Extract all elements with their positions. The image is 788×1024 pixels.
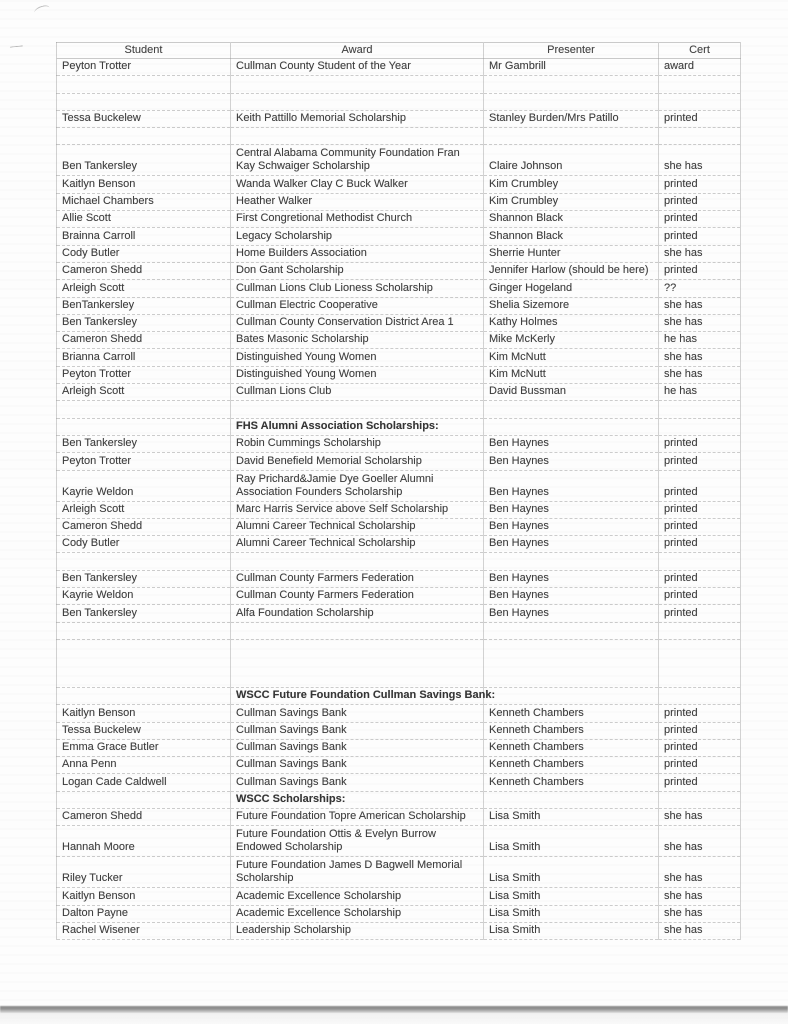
cell-student: Cameron Shedd [57, 332, 231, 349]
cell-presenter: Ben Haynes [484, 570, 659, 587]
cell-award: Cullman Savings Bank [231, 722, 484, 739]
cell-presenter: Kenneth Chambers [484, 774, 659, 791]
cell-award: Bates Masonic Scholarship [231, 332, 484, 349]
table-row [57, 605, 741, 622]
cell-award: First Congretional Methodist Church [231, 211, 484, 228]
cell-cert: printed [659, 518, 741, 535]
cell-award: WSCC Future Foundation Cullman Savings Bank: [231, 687, 484, 704]
cell-presenter: Ben Haynes [484, 435, 659, 452]
empty-row [57, 128, 741, 145]
cell-cert: printed [659, 501, 741, 518]
cell-award [231, 128, 484, 145]
cell-cert: she has [659, 922, 741, 939]
cell-cert: she has [659, 245, 741, 262]
cell-presenter: Lisa Smith [484, 857, 659, 888]
empty-row [57, 93, 741, 110]
table-row [57, 518, 741, 535]
cell-award: Alfa Foundation Scholarship [231, 605, 484, 622]
awards-table [56, 42, 741, 940]
cell-presenter: Kenneth Chambers [484, 705, 659, 722]
cell-cert [659, 401, 741, 418]
table-body [57, 59, 741, 940]
cell-cert: printed [659, 757, 741, 774]
table-row [57, 905, 741, 922]
cell-award: Cullman County Conservation District Area 1 [231, 314, 484, 331]
cell-student [57, 128, 231, 145]
cell-cert: he has [659, 332, 741, 349]
cell-presenter: David Bussman [484, 384, 659, 401]
scan-artifact-bottom-haze [0, 1013, 788, 1024]
cell-presenter [484, 76, 659, 93]
cell-student: Kayrie Weldon [57, 588, 231, 605]
cell-award [231, 553, 484, 570]
cell-student: Kaitlyn Benson [57, 888, 231, 905]
cell-cert: ?? [659, 280, 741, 297]
cell-award: Robin Cummings Scholarship [231, 435, 484, 452]
header-cert: Cert [659, 43, 741, 59]
cell-student [57, 791, 231, 808]
cell-presenter: Ben Haynes [484, 605, 659, 622]
cell-award: Distinguished Young Women [231, 366, 484, 383]
cell-presenter: Kim Crumbley [484, 193, 659, 210]
cell-cert: printed [659, 705, 741, 722]
cell-presenter [484, 401, 659, 418]
cell-student: Kayrie Weldon [57, 470, 231, 501]
cell-presenter: Kim McNutt [484, 366, 659, 383]
table-row [57, 59, 741, 76]
table-row [57, 384, 741, 401]
cell-presenter: Stanley Burden/Mrs Patillo [484, 110, 659, 127]
cell-cert: she has [659, 826, 741, 857]
cell-award [231, 93, 484, 110]
cell-cert [659, 76, 741, 93]
cell-cert: printed [659, 228, 741, 245]
cell-student: BenTankersley [57, 297, 231, 314]
cell-presenter [484, 553, 659, 570]
cell-award: Cullman Savings Bank [231, 705, 484, 722]
table-row [57, 453, 741, 470]
cell-student [57, 639, 231, 687]
cell-student: Anna Penn [57, 757, 231, 774]
cell-award [231, 76, 484, 93]
cell-presenter: Lisa Smith [484, 905, 659, 922]
cell-award: Cullman Savings Bank [231, 774, 484, 791]
cell-award: Academic Excellence Scholarship [231, 888, 484, 905]
cell-award: Cullman Savings Bank [231, 739, 484, 756]
cell-cert: she has [659, 366, 741, 383]
table-row [57, 857, 741, 888]
cell-student: Arleigh Scott [57, 280, 231, 297]
cell-presenter: Ben Haynes [484, 588, 659, 605]
cell-award [231, 639, 484, 687]
cell-cert [659, 128, 741, 145]
cell-presenter: Mr Gambrill [484, 59, 659, 76]
cell-cert: printed [659, 453, 741, 470]
cell-award: Future Foundation James D Bagwell Memorial Scholarship [231, 857, 484, 888]
cell-award: Future Foundation Topre American Scholarship [231, 808, 484, 825]
table-row [57, 297, 741, 314]
cell-student: Ben Tankersley [57, 314, 231, 331]
cell-award: Heather Walker [231, 193, 484, 210]
cell-award [231, 622, 484, 639]
cell-student [57, 622, 231, 639]
cell-presenter [484, 687, 659, 704]
cell-cert: printed [659, 110, 741, 127]
table-row [57, 922, 741, 939]
empty-row [57, 622, 741, 639]
table-row [57, 570, 741, 587]
section-row [57, 687, 741, 704]
cell-student: Brainna Carroll [57, 228, 231, 245]
cell-student: Peyton Trotter [57, 366, 231, 383]
cell-cert [659, 639, 741, 687]
cell-presenter: Sherrie Hunter [484, 245, 659, 262]
cell-cert: she has [659, 145, 741, 176]
header-presenter: Presenter [484, 43, 659, 59]
cell-cert: she has [659, 857, 741, 888]
empty-row [57, 553, 741, 570]
scan-artifact-bottom-band [0, 1006, 788, 1013]
cell-cert: printed [659, 435, 741, 452]
cell-award: Marc Harris Service above Self Scholarship [231, 501, 484, 518]
cell-student [57, 687, 231, 704]
cell-presenter: Shannon Black [484, 228, 659, 245]
table-row [57, 774, 741, 791]
cell-presenter: Kathy Holmes [484, 314, 659, 331]
cell-presenter: Kenneth Chambers [484, 757, 659, 774]
cell-cert: she has [659, 888, 741, 905]
empty-row [57, 76, 741, 93]
table-row [57, 705, 741, 722]
cell-presenter: Jennifer Harlow (should be here) [484, 262, 659, 279]
table-row [57, 193, 741, 210]
cell-presenter: Lisa Smith [484, 808, 659, 825]
table-row [57, 211, 741, 228]
cell-presenter [484, 93, 659, 110]
cell-cert: award [659, 59, 741, 76]
cell-presenter: Kim McNutt [484, 349, 659, 366]
cell-presenter: Shelia Sizemore [484, 297, 659, 314]
cell-cert [659, 418, 741, 435]
cell-student: Ben Tankersley [57, 570, 231, 587]
cell-presenter: Ben Haynes [484, 536, 659, 553]
cell-award: Academic Excellence Scholarship [231, 905, 484, 922]
cell-student: Riley Tucker [57, 857, 231, 888]
cell-student [57, 553, 231, 570]
cell-award: Cullman Electric Cooperative [231, 297, 484, 314]
cell-cert: printed [659, 536, 741, 553]
cell-award: Future Foundation Ottis & Evelyn Burrow Endowed Scholarship [231, 826, 484, 857]
cell-student: Rachel Wisener [57, 922, 231, 939]
cell-award: Ray Prichard&Jamie Dye Goeller Alumni Association Founders Scholarship [231, 470, 484, 501]
empty-row [57, 639, 741, 687]
cell-presenter: Ben Haynes [484, 501, 659, 518]
cell-award: Cullman Lions Club [231, 384, 484, 401]
cell-presenter: Lisa Smith [484, 826, 659, 857]
cell-cert: she has [659, 314, 741, 331]
cell-cert: she has [659, 349, 741, 366]
cell-award: Legacy Scholarship [231, 228, 484, 245]
cell-cert: printed [659, 470, 741, 501]
cell-cert: printed [659, 193, 741, 210]
table-row [57, 176, 741, 193]
cell-presenter: Lisa Smith [484, 922, 659, 939]
cell-award: Wanda Walker Clay C Buck Walker [231, 176, 484, 193]
scan-artifact-dash-mark [10, 45, 23, 50]
cell-student: Ben Tankersley [57, 145, 231, 176]
cell-cert: she has [659, 297, 741, 314]
table-row [57, 739, 741, 756]
cell-presenter [484, 128, 659, 145]
cell-cert: printed [659, 605, 741, 622]
cell-student: Peyton Trotter [57, 453, 231, 470]
table-row [57, 722, 741, 739]
cell-student: Emma Grace Butler [57, 739, 231, 756]
cell-cert: he has [659, 384, 741, 401]
cell-student: Ben Tankersley [57, 605, 231, 622]
header-row [57, 43, 741, 59]
table-row [57, 536, 741, 553]
cell-cert: printed [659, 262, 741, 279]
cell-cert: she has [659, 905, 741, 922]
table-header [57, 43, 741, 59]
table-row [57, 314, 741, 331]
table-row [57, 280, 741, 297]
cell-student: Tessa Buckelew [57, 722, 231, 739]
cell-student: Cody Butler [57, 536, 231, 553]
cell-award: Keith Pattillo Memorial Scholarship [231, 110, 484, 127]
cell-cert: printed [659, 570, 741, 587]
section-row [57, 791, 741, 808]
cell-presenter: Claire Johnson [484, 145, 659, 176]
header-student: Student [57, 43, 231, 59]
table-row [57, 110, 741, 127]
table-row [57, 588, 741, 605]
cell-award: Leadership Scholarship [231, 922, 484, 939]
cell-cert: printed [659, 774, 741, 791]
cell-award: Cullman County Farmers Federation [231, 588, 484, 605]
cell-presenter [484, 622, 659, 639]
cell-award: Don Gant Scholarship [231, 262, 484, 279]
cell-student: Brianna Carroll [57, 349, 231, 366]
cell-cert: she has [659, 808, 741, 825]
cell-student: Dalton Payne [57, 905, 231, 922]
cell-award: Distinguished Young Women [231, 349, 484, 366]
scan-artifact-pencil-mark [33, 4, 51, 17]
cell-presenter: Ben Haynes [484, 470, 659, 501]
cell-presenter [484, 418, 659, 435]
cell-presenter [484, 791, 659, 808]
table-row [57, 808, 741, 825]
cell-award: FHS Alumni Association Scholarships: [231, 418, 484, 435]
cell-student: Logan Cade Caldwell [57, 774, 231, 791]
table-row [57, 245, 741, 262]
cell-award: David Benefield Memorial Scholarship [231, 453, 484, 470]
cell-student [57, 93, 231, 110]
cell-presenter: Lisa Smith [484, 888, 659, 905]
table-row [57, 262, 741, 279]
cell-cert [659, 553, 741, 570]
header-award: Award [231, 43, 484, 59]
cell-student: Kaitlyn Benson [57, 705, 231, 722]
cell-presenter: Ben Haynes [484, 453, 659, 470]
cell-presenter: Mike McKerly [484, 332, 659, 349]
cell-presenter: Kim Crumbley [484, 176, 659, 193]
cell-award: WSCC Scholarships: [231, 791, 484, 808]
cell-cert: printed [659, 176, 741, 193]
cell-student: Arleigh Scott [57, 384, 231, 401]
cell-cert [659, 791, 741, 808]
cell-presenter: Kenneth Chambers [484, 722, 659, 739]
cell-award: Cullman Lions Club Lioness Scholarship [231, 280, 484, 297]
cell-cert [659, 622, 741, 639]
cell-award: Cullman Savings Bank [231, 757, 484, 774]
cell-student [57, 418, 231, 435]
cell-student: Cameron Shedd [57, 262, 231, 279]
cell-student: Ben Tankersley [57, 435, 231, 452]
cell-cert: printed [659, 722, 741, 739]
cell-presenter: Ginger Hogeland [484, 280, 659, 297]
cell-student: Hannah Moore [57, 826, 231, 857]
table-row [57, 349, 741, 366]
cell-award: Cullman County Farmers Federation [231, 570, 484, 587]
cell-award: Home Builders Association [231, 245, 484, 262]
cell-student: Kaitlyn Benson [57, 176, 231, 193]
cell-cert: printed [659, 211, 741, 228]
cell-student: Tessa Buckelew [57, 110, 231, 127]
cell-student: Cameron Shedd [57, 808, 231, 825]
cell-award: Alumni Career Technical Scholarship [231, 536, 484, 553]
table-row [57, 228, 741, 245]
cell-cert [659, 687, 741, 704]
empty-row [57, 401, 741, 418]
cell-award: Cullman County Student of the Year [231, 59, 484, 76]
cell-award [231, 401, 484, 418]
cell-student [57, 401, 231, 418]
cell-cert: printed [659, 739, 741, 756]
table-row [57, 501, 741, 518]
cell-presenter [484, 639, 659, 687]
cell-student [57, 76, 231, 93]
section-row [57, 418, 741, 435]
cell-award: Alumni Career Technical Scholarship [231, 518, 484, 535]
table-row [57, 366, 741, 383]
table-row [57, 757, 741, 774]
cell-student: Allie Scott [57, 211, 231, 228]
table-row [57, 332, 741, 349]
cell-student: Cameron Shedd [57, 518, 231, 535]
table-row [57, 826, 741, 857]
cell-cert [659, 93, 741, 110]
cell-student: Arleigh Scott [57, 501, 231, 518]
cell-cert: printed [659, 588, 741, 605]
table-row [57, 435, 741, 452]
cell-award: Central Alabama Community Foundation Fran Kay Schwaiger Scholarship [231, 145, 484, 176]
cell-student: Michael Chambers [57, 193, 231, 210]
cell-student: Peyton Trotter [57, 59, 231, 76]
cell-student: Cody Butler [57, 245, 231, 262]
cell-presenter: Ben Haynes [484, 518, 659, 535]
cell-presenter: Shannon Black [484, 211, 659, 228]
table-row [57, 470, 741, 501]
cell-presenter: Kenneth Chambers [484, 739, 659, 756]
table-row [57, 888, 741, 905]
table-row [57, 145, 741, 176]
